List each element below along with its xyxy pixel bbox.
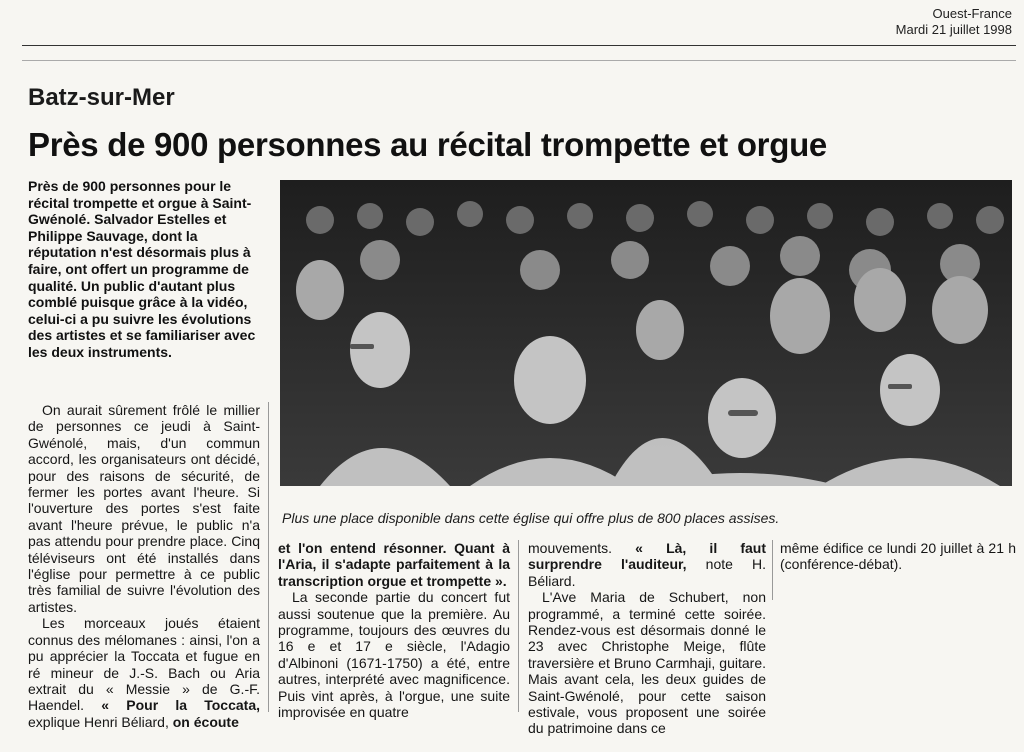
quote-text: et l'on entend résonner. Quant à l'Aria, il s'adapte parfaitement à la transcription orgue et trompette ». [278,540,510,589]
column-divider [772,540,773,600]
paragraph: La seconde partie du concert fut aussi soutenue que la première. Au programme, toujours des œuvres du 16 e et 17 e siècle, l'Adagio d'Albinoni (1671-1750) a été, entre autres, interprété avec magnificence. Puis vint après, à l'orgue, une suite improvisée en quatre [278,589,510,721]
article-headline: Près de 900 personnes au récital trompette et orgue [28,126,827,163]
photo-caption: Plus une place disponible dans cette église qui offre plus de 800 places assises. [282,510,780,526]
body-column-4 [780,540,1016,573]
audience-photo-illustration [280,180,1012,486]
masthead [896,6,1012,38]
body-column-2 [278,540,510,720]
header-rule-secondary [22,60,1016,61]
quote-text: « Pour la Toccata, [101,697,261,714]
column-divider [268,402,269,712]
paragraph: même édifice ce lundi 20 juillet à 21 h (conférence-débat). [780,540,1016,573]
paragraph [28,615,260,730]
publication-date: Mardi 21 juillet 1998 [895,22,1012,37]
audience-photo [280,180,1012,486]
body-column-1 [28,402,260,730]
location-kicker: Batz-sur-Mer [28,84,175,111]
paragraph: L'Ave Maria de Schubert, non programmé, a terminé cette soirée. Rendez-vous est désormais donné le 23 avec Christophe Meige, flûte traversière et Bruno Carmhaji, guitare. Mais avant cela, les deux guides de Saint-Gwénolé, pour cette saison estivale, vous proposent une soirée du patrimoine dans ce [528,589,766,737]
paragraph [278,540,510,589]
header-rule [22,45,1016,46]
newspaper-name: Ouest-France [932,6,1012,21]
column-divider [518,540,519,712]
paragraph-text: mouvements. [528,540,613,556]
quote-text: « Là, il faut surprendre l'auditeur, [528,540,766,573]
attribution: note H. Béliard. [528,556,766,589]
quote-text: on écoute [172,713,239,730]
paragraph: On aurait sûrement frôlé le millier de personnes ce jeudi à Saint-Gwénolé, mais, d'un commun accord, les organisateurs ont décidé, pour des raisons de sécurité, de fermer les portes avant l'heure. Si l'ouverture des portes s'est faite avant l'heure prévue, le public n'a pas attendu pour prendre place. Cinq téléviseurs ont été installés dans l'église pour permettre à ce public très familial de suivre l'évolution des artistes. [28,402,260,615]
paragraph-text: Les morceaux joués étaient connus des mélomanes : ainsi, l'on a pu apprécier la Toccata et fugue en ré mineur de J.-S. Bach ou Aria extrait du « Messie » de G.-F. Haendel. [28,615,260,714]
attribution: explique Henri Béliard, [28,713,169,730]
body-column-3 [528,540,766,737]
paragraph [528,540,766,589]
article-lead: Près de 900 personnes pour le récital trompette et orgue à Saint-Gwénolé. Salvador Estelles et Philippe Sauvage, dont la réputation n'est désormais plus à faire, ont offert un programme de qualité. Un public d'autant plus comblé puisque grâce à la vidéo, celui-ci a pu suivre les évolutions des artistes et se familiariser avec les deux instruments. [28,178,256,360]
